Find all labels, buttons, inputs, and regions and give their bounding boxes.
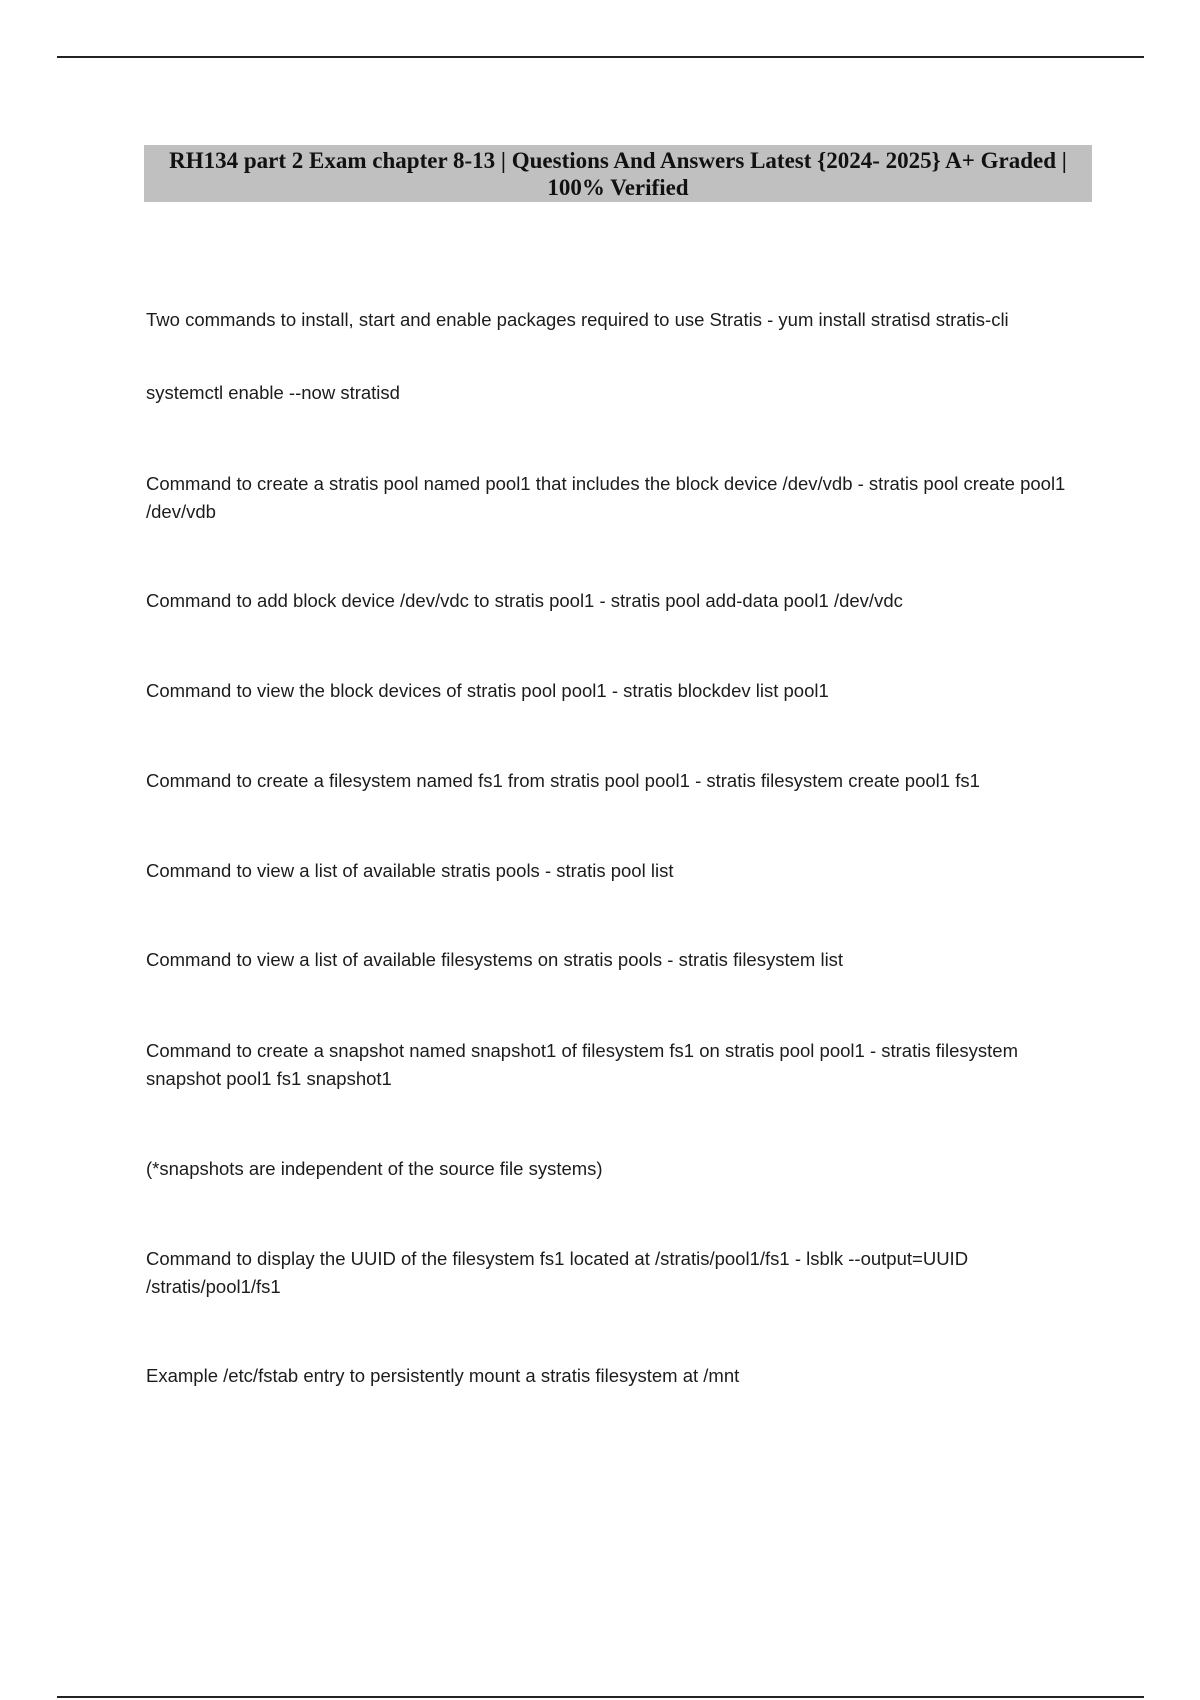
qa-entry-list-pools: Command to view a list of available stratis pools - stratis pool list (146, 860, 674, 881)
qa-entry-display-uuid: Command to display the UUID of the filesystem fs1 located at /stratis/pool1/fs1 - lsblk --output=UUID /stratis/pool1/fs1 (146, 1248, 969, 1297)
qa-entry-create-pool: Command to create a stratis pool named pool1 that includes the block device /dev/vdb - stratis pool create pool1 /dev/vdb (146, 473, 1066, 522)
qa-entry-create-filesystem: Command to create a filesystem named fs1 from stratis pool pool1 - stratis filesystem create pool1 fs1 (146, 770, 980, 791)
document-title: RH134 part 2 Exam chapter 8-13 | Questions And Answers Latest {2024- 2025} A+ Graded | 100% Verified (144, 145, 1092, 202)
qa-entry-install-stratis: Two commands to install, start and enable packages required to use Stratis - yum install stratisd stratis-cli (146, 309, 1009, 330)
qa-entry-list-filesystems: Command to view a list of available filesystems on stratis pools - stratis filesystem list (146, 949, 844, 970)
qa-entry-snapshot-note: (*snapshots are independent of the source file systems) (146, 1158, 603, 1179)
qa-entry-fstab-example: Example /etc/fstab entry to persistently mount a stratis filesystem at /mnt (146, 1365, 740, 1386)
qa-entry-view-block-devices: Command to view the block devices of stratis pool pool1 - stratis blockdev list pool1 (146, 680, 829, 701)
qa-entry-enable-stratisd: systemctl enable --now stratisd (146, 382, 400, 403)
qa-entry-create-snapshot: Command to create a snapshot named snapshot1 of filesystem fs1 on stratis pool pool1 - stratis filesystem snapshot pool1 fs1 snapshot1 (146, 1040, 1018, 1089)
header-rule (57, 56, 1144, 58)
footer-rule (57, 1696, 1144, 1698)
qa-entry-add-block-device: Command to add block device /dev/vdc to stratis pool1 - stratis pool add-data pool1 /dev/vdc (146, 590, 903, 611)
